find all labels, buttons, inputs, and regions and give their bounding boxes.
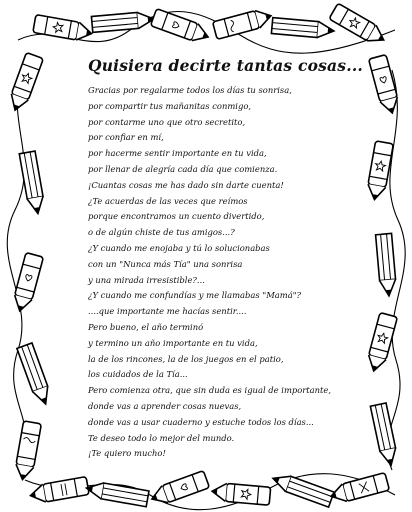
poem-line: ....que importante me hacías sentir.... bbox=[88, 306, 247, 317]
poem bbox=[88, 56, 364, 462]
poem-line: ¿Y cuando me confundías y me llamabas "Mamá"? bbox=[88, 290, 302, 301]
poem-line: donde vas a aprender cosas nuevas, bbox=[88, 400, 242, 411]
poem-line: con un "Nunca más Tía" una sonrisa bbox=[88, 258, 243, 269]
poem-line: la de los rincones, la de los juegos en el patio, bbox=[88, 353, 284, 364]
poem-line: Gracias por regalarme todos los días tu sonrisa, bbox=[88, 85, 292, 95]
poem-line: Pero bueno, el año terminó bbox=[88, 321, 204, 332]
poem-line: Pero comienza otra, que sin duda es igual de importante, bbox=[88, 385, 332, 396]
poem-line: ¿Y cuando me enojaba y tú lo solucionabas bbox=[88, 242, 270, 253]
poem-line: o de algún chiste de tus amigos...? bbox=[88, 227, 235, 238]
poem-line: porque encontramos un cuento divertido, bbox=[88, 211, 265, 222]
poem-line: por llenar de alegría cada día que comienza. bbox=[88, 163, 278, 174]
poem-lines bbox=[88, 83, 358, 462]
poem-line: por confiar en mí, bbox=[88, 132, 164, 143]
poem-title: Quisiera decirte tantas cosas... bbox=[88, 56, 364, 75]
poem-line: ¡Te quiero mucho! bbox=[88, 448, 166, 459]
poem-line: por compartir tus mañanitas conmigo, bbox=[88, 100, 252, 111]
poem-line: ¡Cuantas cosas me has dado sin darte cuenta! bbox=[88, 179, 284, 190]
poem-line: los cuidados de la Tía... bbox=[88, 369, 188, 380]
poem-line: y termino un año importante en tu vida, bbox=[88, 337, 258, 348]
poem-line: donde vas a usar cuaderno y estuche todos los días... bbox=[88, 416, 314, 427]
poem-line: ¿Te acuerdas de las veces que reímos bbox=[88, 195, 248, 206]
poem-line: por hacerme sentir importante en tu vida, bbox=[88, 148, 267, 159]
poem-line: y una mirada irresistible?... bbox=[88, 274, 205, 285]
poem-line: Te deseo todo lo mejor del mundo. bbox=[88, 432, 235, 443]
poem-line: por contarme uno que otro secretito, bbox=[88, 116, 246, 127]
